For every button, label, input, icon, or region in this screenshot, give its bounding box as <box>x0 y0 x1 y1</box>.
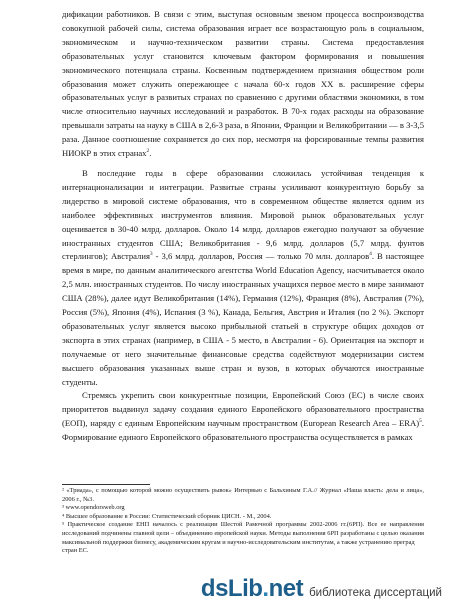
watermark-logo: dsLib.net <box>200 575 304 602</box>
paragraph-1 <box>62 8 424 161</box>
footnote-ref-3: 3 <box>149 251 153 258</box>
footnote-3: ³ www.opendorsweb.org <box>62 504 125 512</box>
footnote-4: ⁴ Высшее образование в России: Статистический сборник ЦИСН. - М., 2004. <box>62 512 272 520</box>
paragraph-3-text: Стремясь укрепить свои конкурентные позиции, Европейский Союз (ЕС) в числе своих приоритетов выдвинул задачу создания единого Европейского образовательного пространства (ЕОП), наряду с единым Европейским научным пространством (European Research Area – ERA) <box>62 390 424 429</box>
paragraph-3-end: . Формирование единого Европейского образовательного пространства осуществляется в рамках <box>62 418 424 443</box>
paragraph-2-text: В последние годы в сфере образовании сложилась устойчивая тенденция к интернационализации и интеграции. Развитые страны усиливают конкурентную борьбу за лидерство в мировой системе образования, что в современном обществе является одним из наиболее эффективных инструментов влияния. Мировой рынок образовательных услуг оценивается в 30-40 млрд. долларов. Около 14 млрд. долларов ежегодно получают за обучение иностранных студентов США; Великобритания - 9,6 млрд. долларов (5,7 млрд. фунтов стерлингов); Австралия <box>62 167 424 262</box>
footnote-ref-4: 4 <box>369 251 372 258</box>
footnote-2: ² «Триада», с помощью которой можно осуществить рывок» Интервью с Бальхиным Г.А.// Журнал «Наша власть: дела и лица», 2006 г., №3. <box>62 487 424 503</box>
footnote-ref-2: 2 <box>146 148 150 155</box>
paragraph-2-middle: - 3,6 млрд. долларов, Россия — только 70 млн. долларов <box>152 251 370 262</box>
footnote-5-continued: стран ЕС. <box>62 547 89 555</box>
paragraph-1-end: . <box>149 148 152 159</box>
paragraph-2-end: . В настоящее время в мире, по данным аналитического агентства World Education Agency, насчитывается около 2,5 млн. иностранных студентов. По числу иностранных учащихся первое место в мире занимают США (28%), далее идут Великобритания (14%), Германия (12%), Франция (8%), Австралия (7%), Россия (5%), Япония (4%), Испания (3 %), Канада, Бельгия, Австрия и Италия (по 2 %). Экспорт образовательных услуг является высоко прибыльной статьей в структуре общих доходов от экспорта в этих странах (например, в США - 5 место, в Австралии - 6). Ориентация на экспорт и получаемые от него значительные финансовые средства содействуют модернизации систем высшего образования указанных выше стран и вузов, в которых обучаются иностранные студенты. <box>62 251 424 387</box>
paragraph-1-text: дификации работников. В связи с этим, выступая основным звеном процесса воспроизводства совокупной рабочей силы, система образования играет все возрастающую роль в социальном, экономическом и научно-техническом развитии страны. Система предоставления образовательных услуг становится ключевым фактором формирования и повышения экономического потенциала страны. Косвенным подтверждением признания обществом роли образования может служить опережающее с начала 60-х годов XX в. расширение сферы образовательных услуг в развитых странах по сравнению с другими областями экономики, в том числе относительно научных исследований и разработок. В 70-х годах расходы на образование превышали затраты на науку в США в 2,6-3 раза, в Японии, Франции и Великобритании — в 3-3,5 раза. Данное соотношение сохраняется до сих пор, несмотря на форсированные темпы развития НИОКР в этих странах <box>62 9 424 159</box>
watermark <box>201 575 442 603</box>
footnote-5: ⁵ Практическое создание ЕНП началось с реализации Шестой Рамочной программы 2002-2006 гг.(6РП). Все ее направления исследований подчинены главной цели – объединению европейской науки. Методы выполнения 6РП разработаны с целью оказания максимальной поддержки бизнесу, академическим кругам и научно-исследовательским институтам, а также устранению преград <box>62 521 424 546</box>
footnote-ref-5: 5 <box>419 418 422 425</box>
footnotes <box>62 487 424 556</box>
watermark-caption: библиотека диссертаций <box>309 587 442 599</box>
body-text <box>62 8 424 445</box>
footnote-separator <box>62 484 150 485</box>
paragraph-3 <box>62 389 424 445</box>
paragraph-2 <box>62 167 424 390</box>
